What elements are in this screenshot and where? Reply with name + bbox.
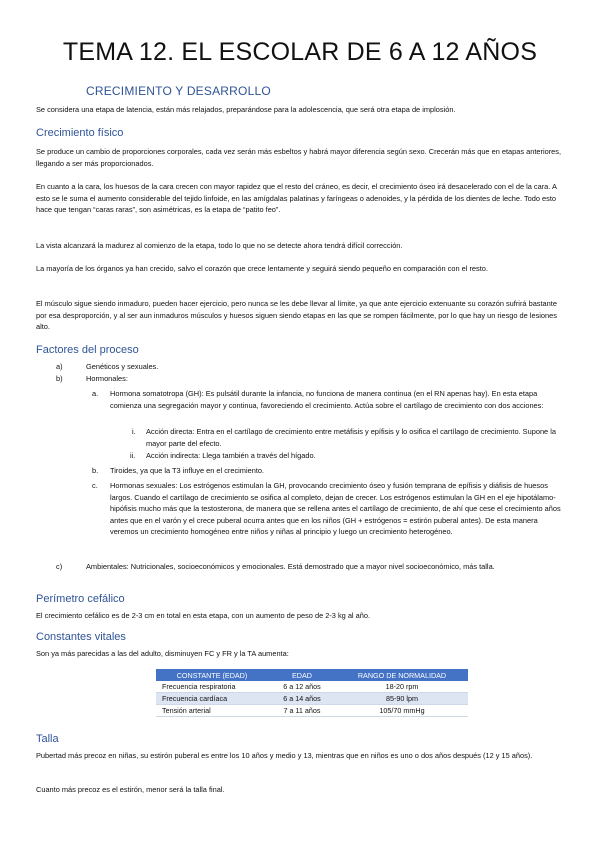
table-row (156, 693, 468, 705)
table-cell: 6 a 14 años (268, 693, 336, 705)
table-row (156, 681, 468, 693)
table-cell: 105/70 mmHg (336, 705, 468, 717)
heading-perimetro: Perímetro cefálico (36, 593, 125, 605)
paragraph-musculo: El músculo sigue siendo inmaduro, pueden hacer ejercicio, pero nunca se les debe llevar al límite, ya que ante ejercicio extenuante su corazón sufrirá bastante por esa desproporción, y al ser aun inmaduros músculos y huesos siguen siendo etapas en las que se rompen fácilmente, por lo que hay un riesgo de lesiones alto. (36, 299, 557, 331)
paragraph-constantes: Son ya más parecidas a las del adulto, disminuyen FC y FR y la TA aumenta: (36, 649, 289, 658)
heading-talla: Talla (36, 733, 59, 745)
list-item-ambientales: Ambientales: Nutricionales, socioeconómicos y emocionales. Está demostrado que a mayor nivel socioeconómico, más talla. (86, 562, 495, 571)
table-header: CONSTANTE (EDAD) (156, 669, 268, 681)
table-header: EDAD (268, 669, 336, 681)
paragraph-vista: La vista alcanzará la madurez al comienzo de la etapa, todo lo que no se detecte ahora tendrá difícil corrección. (36, 241, 403, 250)
table-cell: 18-20 rpm (336, 681, 468, 693)
paragraph-proporciones: Se produce un cambio de proporciones corporales, cada vez serán más esbeltos y habrá mayor diferencia según sexo. Crecerán más que en etapas anteriores, llegando a ser más proporcionados. (36, 147, 562, 168)
heading-crecimiento-fisico: Crecimiento físico (36, 127, 124, 139)
table-header-row (156, 669, 468, 681)
list-item-tiroides: Tiroides, ya que la T3 influye en el crecimiento. (110, 466, 265, 475)
heading-constantes: Constantes vitales (36, 631, 126, 643)
list-marker: a. (92, 389, 99, 398)
list-item-geneticos: Genéticos y sexuales. (86, 362, 159, 371)
list-marker: b) (56, 374, 63, 383)
table-cell: Tensión arterial (156, 705, 268, 717)
paragraph-cara: En cuanto a la cara, los huesos de la cara crecen con mayor rapidez que el resto del cráneo, es decir, el crecimiento óseo irá desacelerado con el de la cara. A esto se le suma el aumento considerable del tejido linfoide, en las amígdalas palatinas y faríngeas o adenoides, y la pérdida de los dientes de leche. Todo esto hace que tengan “caras raras”, son asimétricas, es la etapa de “patito feo”. (36, 182, 557, 214)
list-item-hormonales: Hormonales: (86, 374, 128, 383)
table-row (156, 705, 468, 717)
section-heading-crecimiento: CRECIMIENTO Y DESARROLLO (86, 84, 271, 98)
paragraph-talla: Pubertad más precoz en niñas, su estirón puberal es entre los 10 años y medio y 13, mientras que en niños es uno o dos años después (12 y 15 años). (36, 751, 533, 760)
list-marker: ii. (130, 451, 136, 460)
list-marker: b. (92, 466, 99, 475)
list-item-somatotropa: Hormona somatotropa (GH): Es pulsátil durante la infancia, no funciona de manera continua (en el RN apenas hay). En esta etapa comienza una segregación mayor y continua, favoreciendo el crecimiento. Actúa sobre el cartílago de crecimiento con dos acciones: (110, 389, 544, 410)
vital-signs-table (156, 669, 468, 717)
list-item-accion-directa: Acción directa: Entra en el cartílago de crecimiento entre metáfisis y epífisis y lo osifica el cartílago de crecimiento. Supone la mayor parte del efecto. (146, 427, 556, 448)
table-cell: 7 a 11 años (268, 705, 336, 717)
page-title: TEMA 12. EL ESCOLAR DE 6 A 12 AÑOS (62, 38, 538, 66)
paragraph-organos: La mayoría de los órganos ya han crecido, salvo el corazón que crece lentamente y seguirá siendo pequeño en comparación con el resto. (36, 264, 488, 273)
paragraph-perimetro: El crecimiento cefálico es de 2-3 cm en total en esta etapa, con un aumento de peso de 2-3 kg al año. (36, 611, 371, 620)
list-marker: c) (56, 562, 63, 571)
table-cell: 85-90 lpm (336, 693, 468, 705)
table-cell: Frecuencia cardíaca (156, 693, 268, 705)
list-marker: c. (92, 481, 98, 490)
paragraph-talla-final: Cuanto más precoz es el estirón, menor será la talla final. (36, 785, 225, 794)
list-marker: a) (56, 362, 63, 371)
table-cell: Frecuencia respiratoria (156, 681, 268, 693)
table-header: RANGO DE NORMALIDAD (336, 669, 468, 681)
list-marker: i. (132, 427, 136, 436)
list-item-accion-indirecta: Acción indirecta: Llega también a través del hígado. (146, 451, 316, 460)
heading-factores: Factores del proceso (36, 344, 139, 356)
table-cell: 6 a 12 años (268, 681, 336, 693)
list-item-hormonas-sexuales: Hormonas sexuales: Los estrógenos estimulan la GH, provocando crecimiento óseo y fusión temprana de epífisis y diáfisis de huesos largos. Cuando el cartílago de crecimiento se osifica al completo, dejan de crecer. Los estrógenos estimulan la GH en el eje hipotálamo-hipófisis mucho más que la testosterona, de manera que se rellena antes el cartílago de crecimiento, de ahí que cese el crecimiento años antes que en el varón y el crece puberal ocurra antes que en los niños (GH + estrógenos = estirón puberal antes). De esta manera veremos un crecimiento homogéneo entre niños y niñas al principio y luego un crecimiento heterogéneo. (110, 481, 561, 536)
intro-paragraph: Se considera una etapa de latencia, están más relajados, preparándose para la adolescencia, que será otra etapa de implosión. (36, 105, 456, 114)
